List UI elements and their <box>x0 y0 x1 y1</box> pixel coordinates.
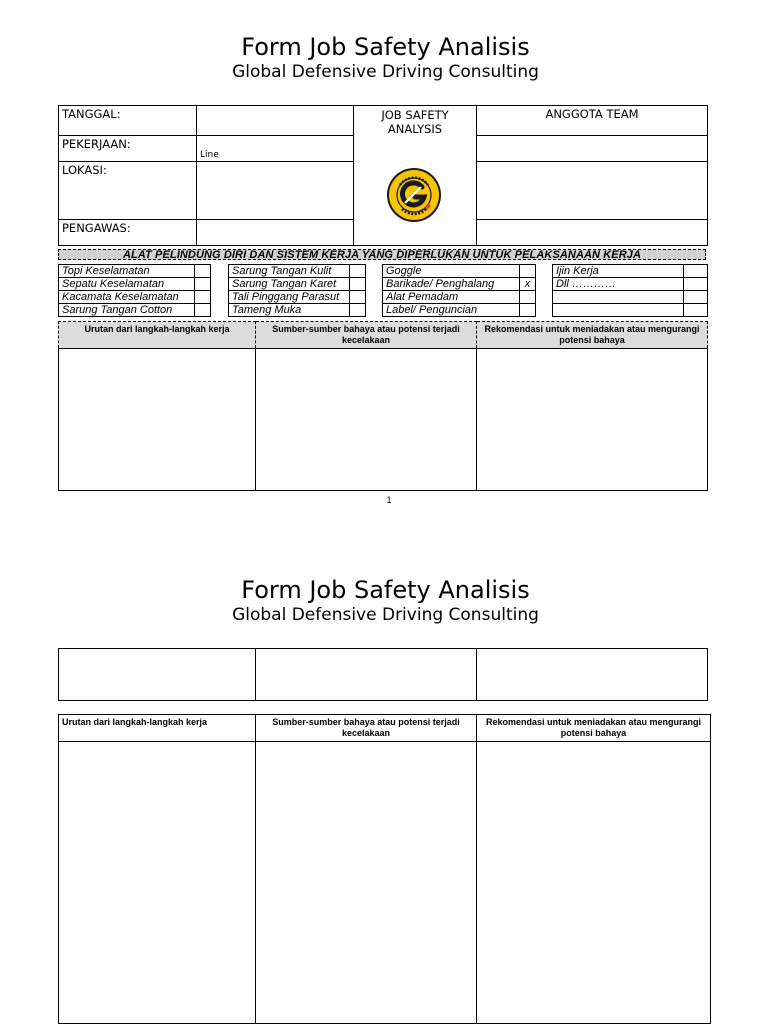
ppe-checkbox[interactable] <box>684 278 708 291</box>
page2-subtitle: Global Defensive Driving Consulting <box>232 605 539 625</box>
hazard-analysis-table <box>58 321 708 491</box>
job-info-table <box>58 105 708 246</box>
ppe-checkbox-checked[interactable]: x <box>520 278 536 291</box>
team-member-2[interactable] <box>477 162 708 220</box>
page-number: 1 <box>386 495 392 505</box>
lokasi-label: LOKASI: <box>59 162 197 220</box>
ppe-checkbox[interactable] <box>684 265 708 278</box>
steps-entry-cell[interactable] <box>59 349 256 491</box>
steps-column-header: Urutan dari langkah-langkah kerja <box>59 715 256 742</box>
recommendation-entry-cell[interactable] <box>477 742 711 1024</box>
team-member-3[interactable] <box>477 220 708 246</box>
ppe-item <box>553 291 684 304</box>
ppe-item: Sarung Tangan Kulit <box>229 265 350 278</box>
tanggal-label: TANGGAL: <box>59 106 197 136</box>
ppe-item: Kacamata Keselamatan <box>59 291 195 304</box>
team-member-1[interactable] <box>477 136 708 162</box>
page-title: Form Job Safety Analisis <box>241 33 530 61</box>
ppe-item: Goggle <box>383 265 520 278</box>
page2-hazard-analysis-table <box>58 714 711 1024</box>
pekerjaan-label: PEKERJAAN: <box>59 136 197 162</box>
jsa-label: JOB SAFETY ANALYSIS <box>381 108 449 136</box>
ppe-checkbox[interactable] <box>684 291 708 304</box>
blank-cell[interactable] <box>256 649 477 701</box>
ppe-item: Alat Pemadam <box>383 291 520 304</box>
recommendation-entry-cell[interactable] <box>477 349 708 491</box>
ppe-table <box>58 264 708 317</box>
ppe-checkbox[interactable] <box>350 265 366 278</box>
page2-blank-table <box>58 648 708 701</box>
ppe-item: Tameng Muka <box>229 304 350 317</box>
ppe-checkbox[interactable] <box>520 304 536 317</box>
blank-cell[interactable] <box>477 649 708 701</box>
pengawas-field[interactable] <box>197 220 354 246</box>
recommendation-column-header: Rekomendasi untuk meniadakan atau mengurangi potensi bahaya <box>477 715 711 742</box>
pengawas-label: PENGAWAS: <box>59 220 197 246</box>
company-logo-seal <box>386 167 442 223</box>
ppe-item: Label/ Penguncian <box>383 304 520 317</box>
ppe-checkbox[interactable] <box>350 291 366 304</box>
ppe-checkbox[interactable] <box>195 304 211 317</box>
hazards-entry-cell[interactable] <box>256 742 477 1024</box>
ppe-checkbox[interactable] <box>350 278 366 291</box>
blank-cell[interactable] <box>59 649 256 701</box>
hazards-entry-cell[interactable] <box>256 349 477 491</box>
ppe-checkbox[interactable] <box>195 265 211 278</box>
lokasi-field[interactable] <box>197 162 354 220</box>
ppe-checkbox[interactable] <box>195 278 211 291</box>
ppe-item <box>553 304 684 317</box>
ppe-item: Sarung Tangan Karet <box>229 278 350 291</box>
page-subtitle: Global Defensive Driving Consulting <box>232 62 539 82</box>
hazards-column-header: Sumber-sumber bahaya atau potensi terjadi kecelakaan <box>256 322 477 349</box>
ppe-item: Tali Pinggang Parasut <box>229 291 350 304</box>
tanggal-field[interactable] <box>197 106 354 136</box>
ppe-item: Barikade/ Penghalang <box>383 278 520 291</box>
recommendation-column-header: Rekomendasi untuk meniadakan atau mengurangi potensi bahaya <box>477 322 708 349</box>
ppe-item: Sarung Tangan Cotton <box>59 304 195 317</box>
ppe-item: Dll ………… <box>553 278 684 291</box>
ppe-item: Sepatu Keselamatan <box>59 278 195 291</box>
steps-column-header: Urutan dari langkah-langkah kerja <box>59 322 256 349</box>
ppe-checkbox[interactable] <box>520 291 536 304</box>
pekerjaan-field[interactable]: Line <box>197 136 354 162</box>
ppe-checkbox[interactable] <box>350 304 366 317</box>
ppe-item: Ijin Kerja <box>553 265 684 278</box>
ppe-checkbox[interactable] <box>684 304 708 317</box>
page2-title: Form Job Safety Analisis <box>241 576 530 604</box>
ppe-checkbox[interactable] <box>195 291 211 304</box>
steps-entry-cell[interactable] <box>59 742 256 1024</box>
ppe-checkbox[interactable] <box>520 265 536 278</box>
team-header: ANGGOTA TEAM <box>477 106 708 136</box>
hazards-column-header: Sumber-sumber bahaya atau potensi terjadi kecelakaan <box>256 715 477 742</box>
ppe-item: Topi Keselamatan <box>59 265 195 278</box>
ppe-banner: ALAT PELINDUNG DIRI DAN SISTEM KERJA YANG DIPERLUKAN UNTUK PELAKSANAAN KERJA <box>58 249 706 260</box>
